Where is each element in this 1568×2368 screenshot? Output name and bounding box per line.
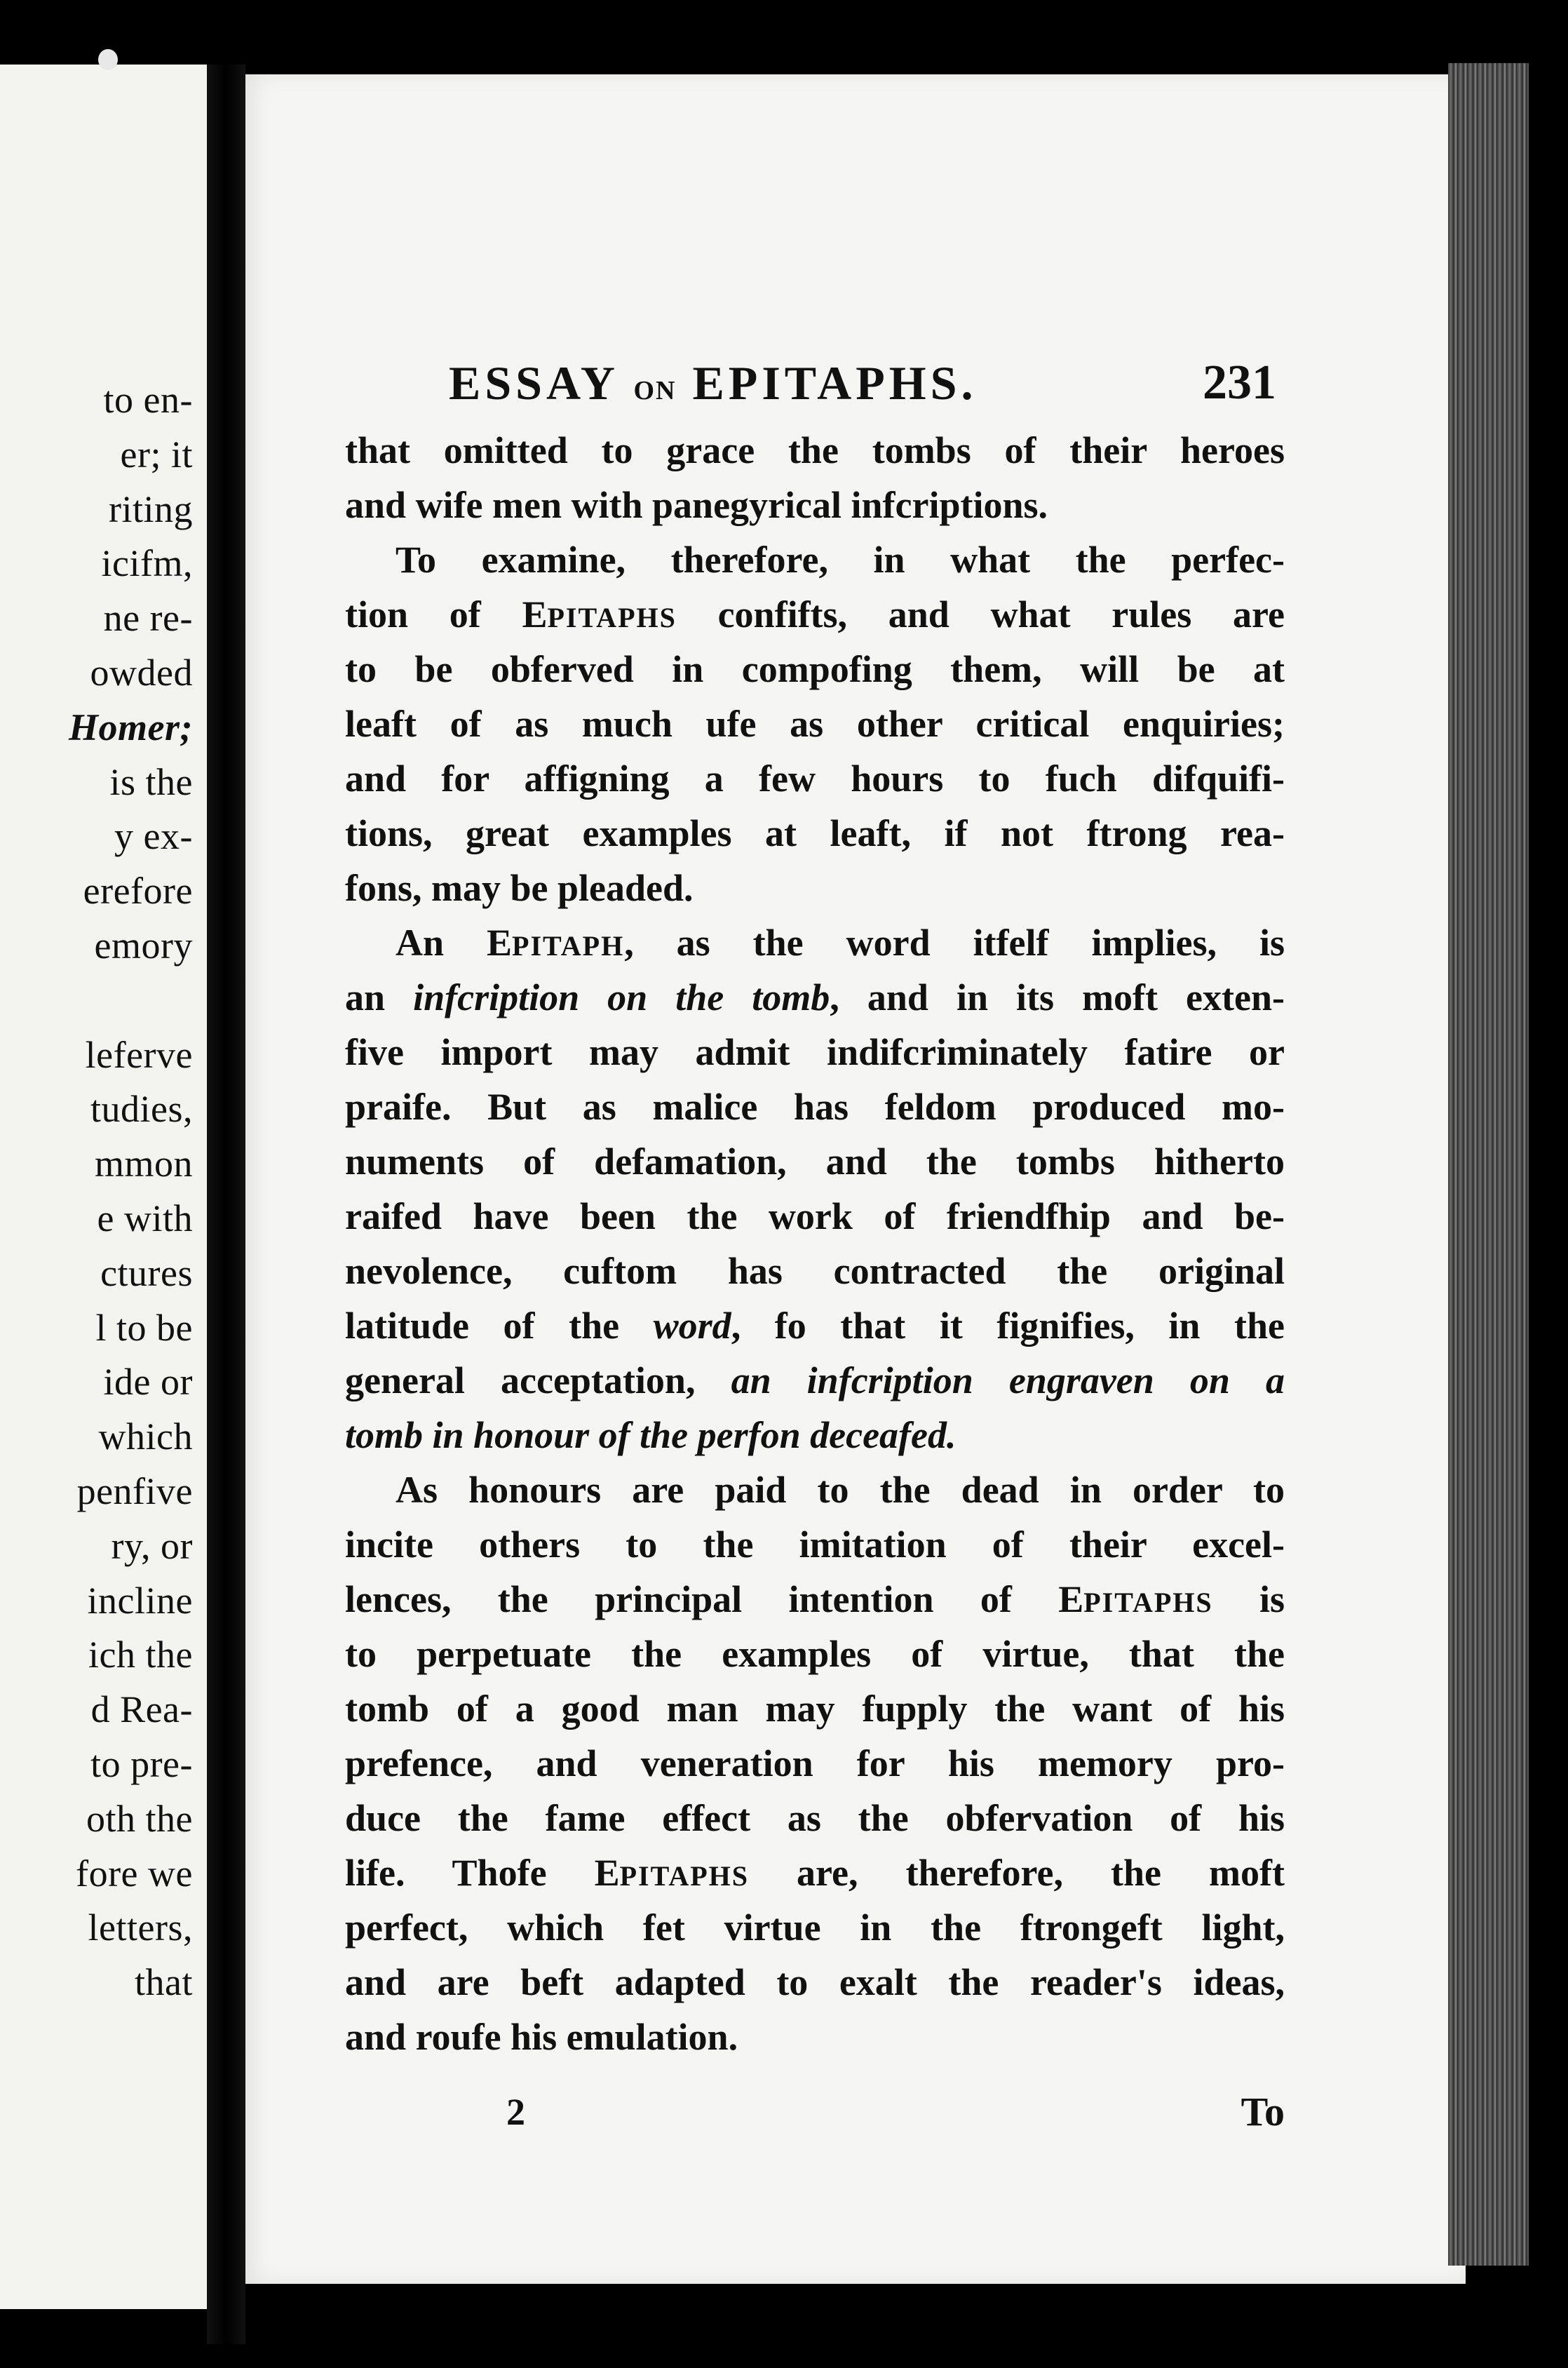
text-run: are, therefore, the moft: [749, 1852, 1285, 1894]
text-line: [345, 1025, 1285, 1079]
text-line: [345, 1408, 1285, 1462]
text-run: numents of defamation, and the tombs hitherto: [345, 1141, 1285, 1183]
text-run: fons, may be pleaded.: [345, 867, 694, 909]
text-run: To examine, therefore, in what the perfec-: [396, 539, 1285, 581]
text-line: [345, 1134, 1285, 1189]
running-title-start: ESSAY: [449, 356, 634, 410]
text-run: that omitted to grace the tombs of their heroes: [345, 429, 1285, 471]
facing-page-line: y ex-: [114, 815, 193, 858]
facing-page-line: ich the: [88, 1634, 193, 1676]
signature-mark: 2: [506, 2091, 525, 2133]
text-line: [345, 1462, 1285, 1517]
text-line: [345, 1955, 1285, 2010]
page-edges: [1448, 63, 1529, 2266]
text-run: As honours are paid to the dead in order to: [396, 1469, 1285, 1511]
text-run: nevolence, cuftom has contracted the original: [345, 1250, 1285, 1292]
facing-page-line: [0, 974, 193, 1028]
facing-page-line: is the: [109, 760, 193, 803]
facing-page-line: letters,: [88, 1906, 193, 1949]
facing-page-line: d Rea-: [90, 1688, 193, 1731]
text-line: [345, 642, 1285, 697]
text-run: praife. But as malice has feldom produced mo-: [345, 1086, 1285, 1128]
facing-page-fragment: [0, 65, 207, 2309]
running-title-small: ON: [633, 376, 677, 405]
facing-page-line: erefore: [83, 870, 193, 913]
text-line: [345, 1627, 1285, 1681]
running-head: [245, 348, 1466, 418]
facing-page-line: fore we: [76, 1852, 193, 1895]
text-run: tomb of a good man may fupply the want of his: [345, 1688, 1285, 1730]
italic-phrase: an infcription engraven on a: [731, 1359, 1285, 1401]
facing-page-line: incline: [87, 1579, 193, 1622]
text-run: five import may admit indifcriminately fatire or: [345, 1031, 1285, 1073]
text-line: [345, 2010, 1285, 2064]
text-run: confifts, and what rules are: [676, 593, 1285, 635]
text-run: to perpetuate the examples of virtue, that the: [345, 1633, 1285, 1675]
text-run: an: [345, 976, 414, 1018]
facing-page-line: that: [135, 1961, 193, 2004]
text-run: to be obferved in compofing them, will be at: [345, 648, 1285, 690]
text-line: [345, 1791, 1285, 1845]
text-line: [345, 1572, 1285, 1627]
text-line: [345, 1736, 1285, 1791]
text-line: [345, 1517, 1285, 1572]
text-run: An E: [396, 922, 513, 964]
italic-phrase: tomb in honour of the perfon deceafed.: [345, 1414, 957, 1456]
facing-page-line: l to be: [95, 1306, 193, 1349]
text-run: and roufe his emulation.: [345, 2016, 738, 2058]
book-gutter: [207, 65, 245, 2344]
page-footer: [345, 2080, 1285, 2144]
facing-page-line: ne re-: [103, 597, 193, 640]
text-run: lences, the principal intention of E: [345, 1578, 1084, 1620]
body-text: [345, 423, 1285, 2064]
facing-page-line: ide or: [103, 1361, 193, 1404]
text-run: general acceptation,: [345, 1359, 731, 1401]
text-run: , and in its moft exten-: [830, 976, 1285, 1018]
text-line: [345, 1298, 1285, 1353]
text-line: [345, 423, 1285, 478]
text-run: , fo that it fignifies, in the: [731, 1305, 1285, 1347]
text-line: [345, 806, 1285, 861]
text-run: prefence, and veneration for his memory pro-: [345, 1742, 1285, 1784]
scan-speck: [98, 49, 118, 70]
text-run: perfect, which fet virtue in the ftrongeft light,: [345, 1906, 1285, 1949]
text-line: [345, 1681, 1285, 1736]
text-line: [345, 751, 1285, 806]
text-run: and for affigning a few hours to fuch difquifi-: [345, 758, 1285, 800]
text-line: [345, 1845, 1285, 1900]
catchword: To: [1241, 2089, 1285, 2134]
small-caps-word: PITAPHS: [547, 602, 677, 633]
facing-page-line: mmon: [94, 1143, 193, 1185]
facing-page-text: [0, 373, 193, 2010]
text-line: [345, 915, 1285, 970]
small-caps-word: PITAPHS: [619, 1860, 749, 1892]
text-line: [345, 478, 1285, 532]
text-run: and are beft adapted to exalt the reader's ideas,: [345, 1961, 1285, 2003]
facing-page-line: leferve: [85, 1033, 193, 1076]
text-line: [345, 1189, 1285, 1244]
text-line: [345, 970, 1285, 1025]
facing-page-line: emory: [94, 924, 193, 967]
running-title: [449, 348, 977, 426]
text-line: [345, 1079, 1285, 1134]
page-number: 231: [1203, 356, 1276, 410]
facing-page-line: which: [98, 1415, 193, 1458]
text-run: is: [1212, 1578, 1285, 1620]
facing-page-line: to en-: [103, 379, 193, 421]
text-line: [345, 587, 1285, 642]
text-run: and wife men with panegyrical infcriptions.: [345, 484, 1048, 526]
text-line: [345, 532, 1285, 587]
text-line: [345, 861, 1285, 915]
small-caps-word: PITAPH: [512, 930, 625, 962]
text-line: [345, 1244, 1285, 1298]
italic-phrase: word: [653, 1305, 731, 1347]
facing-page-line: oth the: [86, 1797, 193, 1840]
facing-page-line: ctures: [100, 1251, 193, 1294]
small-caps-word: PITAPHS: [1083, 1587, 1213, 1618]
text-run: duce the fame effect as the obfervation of his: [345, 1797, 1285, 1839]
text-run: tion of E: [345, 593, 548, 635]
text-run: life. Thofe E: [345, 1852, 620, 1894]
text-run: raifed have been the work of friendfhip and be-: [345, 1195, 1285, 1237]
facing-page-line: penfive: [76, 1469, 193, 1512]
text-run: incite others to the imitation of their excel-: [345, 1523, 1285, 1566]
facing-page-line: er; it: [120, 433, 193, 476]
italic-phrase: infcription on the tomb: [413, 976, 830, 1018]
text-line: [345, 697, 1285, 751]
text-line: [345, 1900, 1285, 1955]
text-run: latitude of the: [345, 1305, 654, 1347]
facing-page-line: owded: [90, 651, 193, 694]
text-run: leaft of as much ufe as other critical enquiries;: [345, 703, 1285, 745]
main-page: [245, 74, 1466, 2284]
facing-page-line: icifm,: [101, 542, 193, 585]
facing-page-line: tudies,: [90, 1088, 193, 1131]
running-title-end: EPITAPHS.: [676, 356, 978, 410]
facing-page-line: e with: [97, 1197, 193, 1239]
text-line: [345, 1353, 1285, 1408]
facing-page-line: to pre-: [90, 1742, 193, 1785]
text-run: tions, great examples at leaft, if not ftrong rea-: [345, 812, 1285, 854]
facing-page-line: ry, or: [111, 1524, 193, 1567]
text-run: , as the word itfelf implies, is: [624, 922, 1285, 964]
facing-page-line: riting: [109, 487, 193, 530]
facing-page-line: Homer;: [69, 706, 193, 748]
